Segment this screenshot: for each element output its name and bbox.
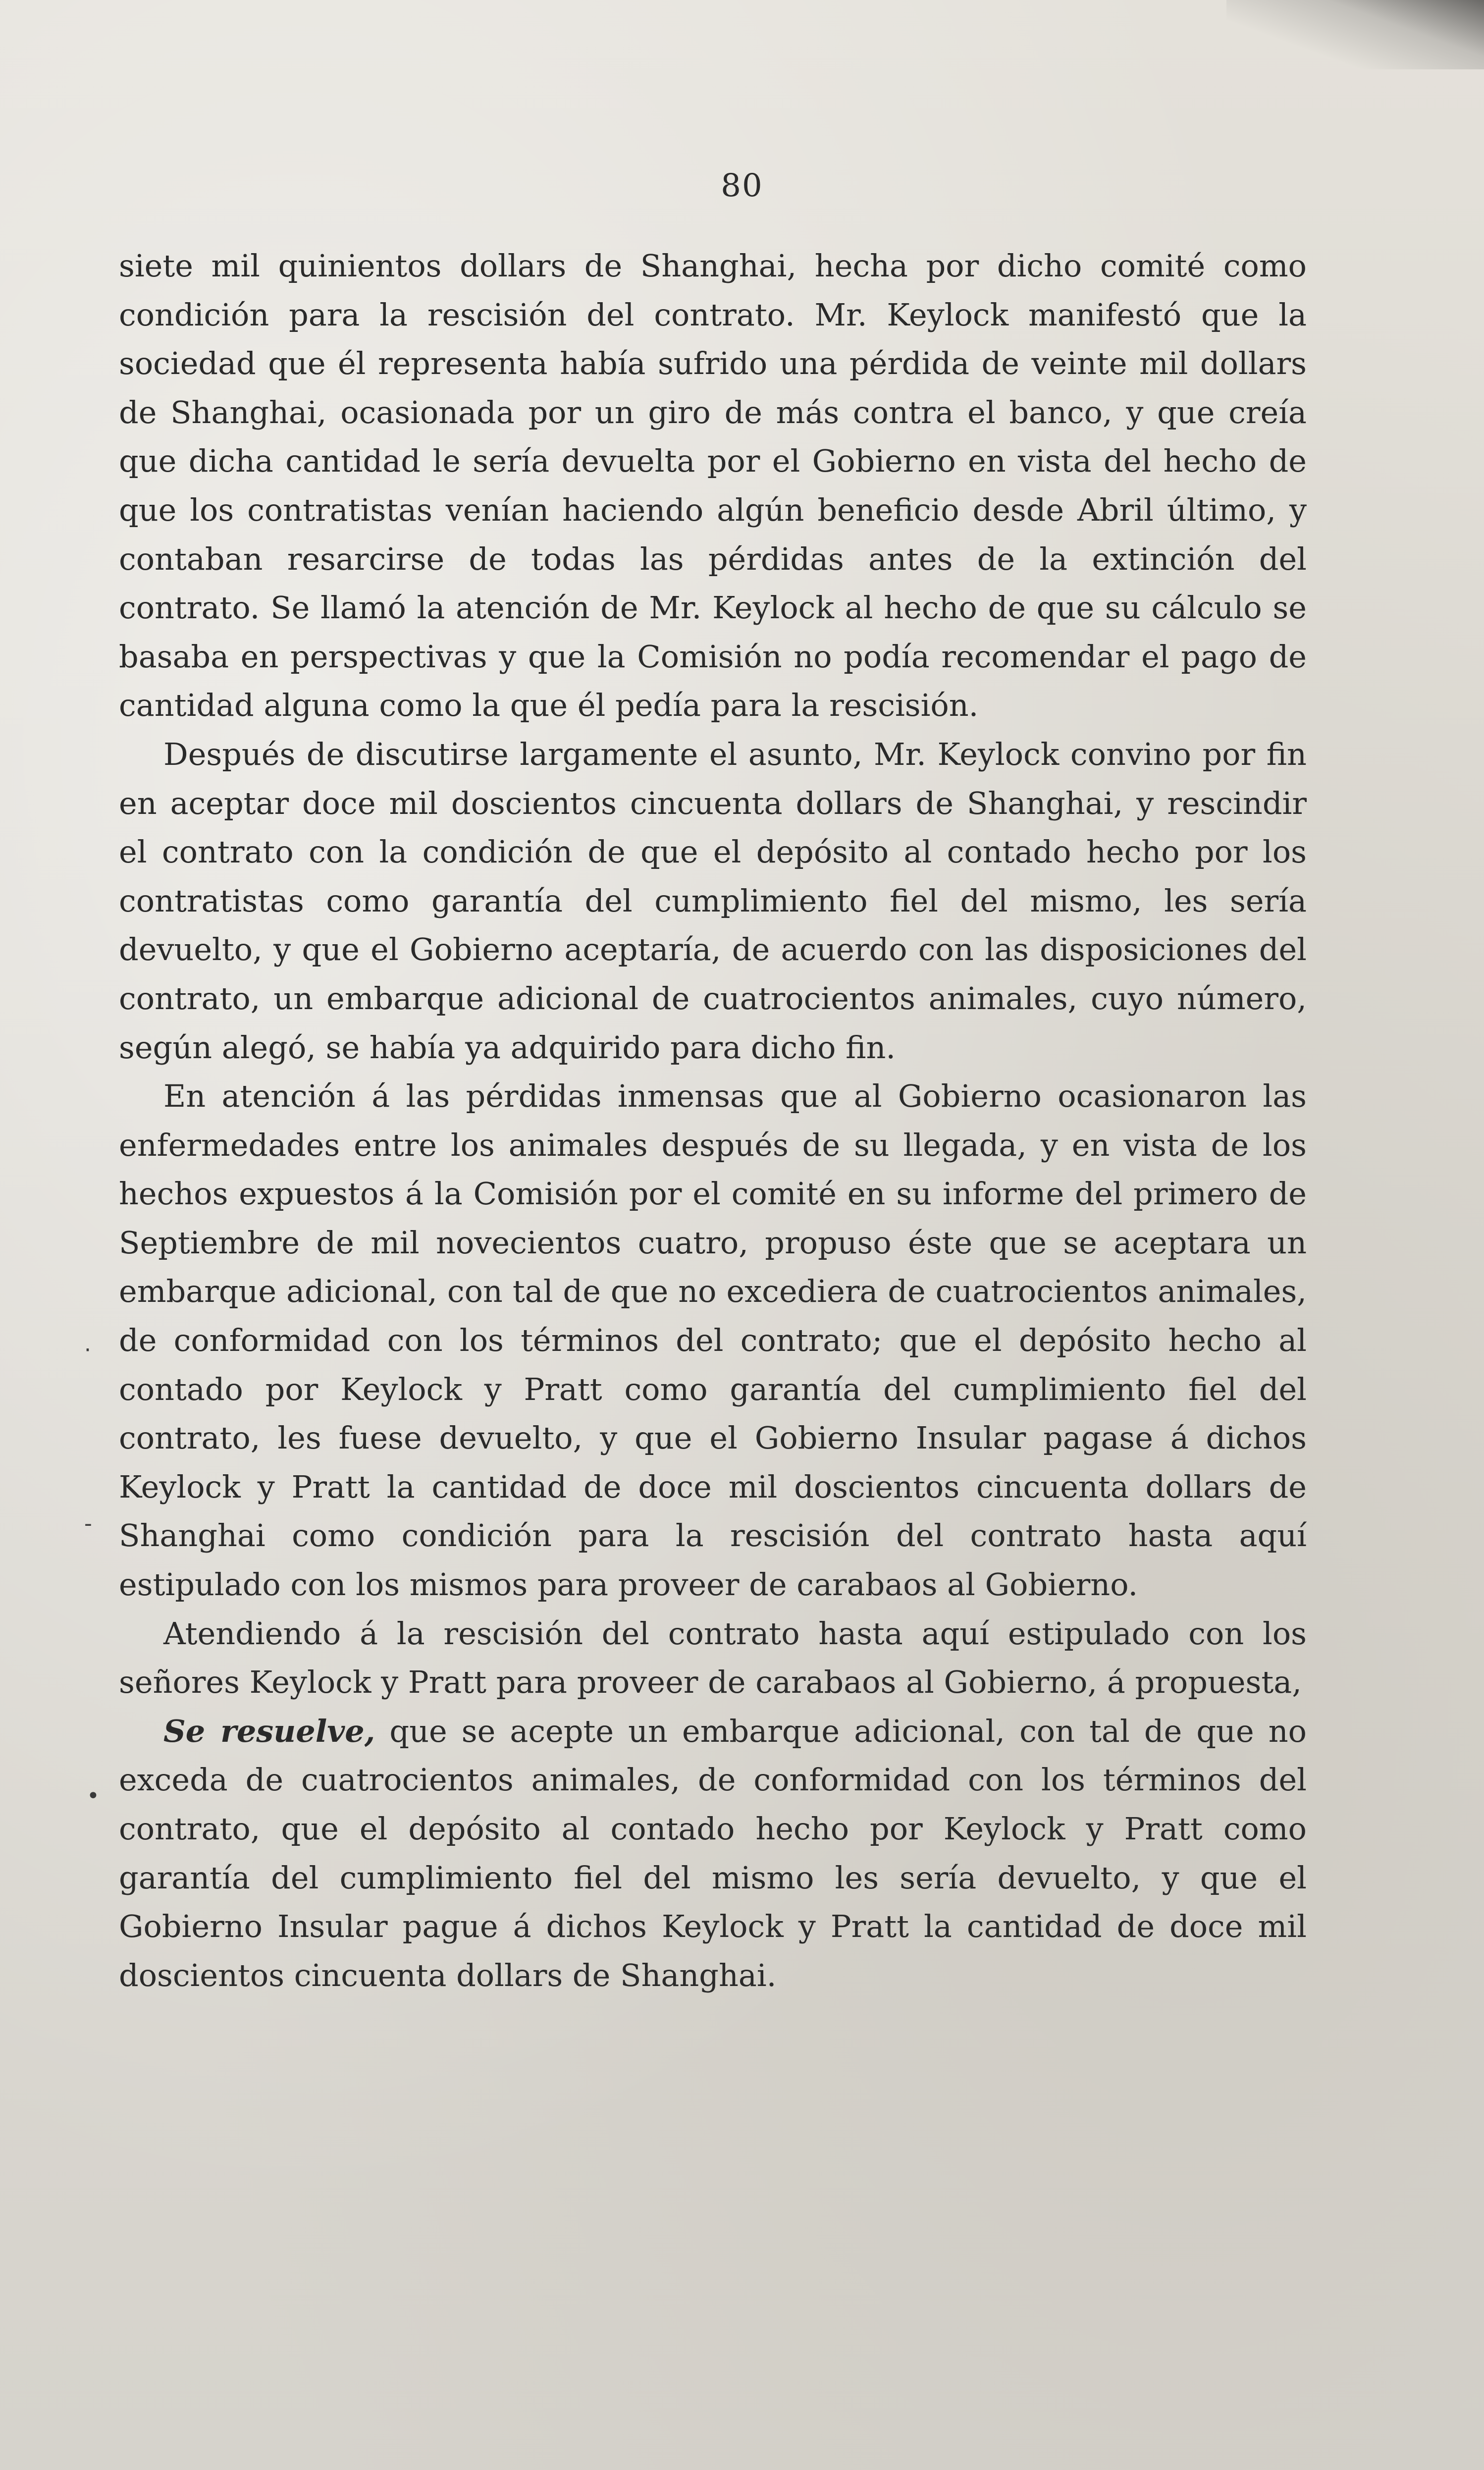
resolution-text: que se acepte un embarque adicional, con tal de que no exceda de cuatrocientos animales, de conformidad con los términos del contrato, que el depósito al contado hecho por Keylock y Pratt como garantía del cumplimiento fiel del mismo les sería devuelto, y que el Gobierno Insular pague á dichos Keylock y Pratt la cantidad de doce mil doscientos cincuenta dollars de Shanghai. (119, 1713, 1307, 1993)
page-corner-shadow (1226, 0, 1484, 69)
page-number: 80 (721, 167, 763, 204)
margin-dot-mark: · (84, 1338, 91, 1363)
paragraph-3: En atención á las pérdidas inmensas que al Gobierno ocasionaron las enfermedades entre los animales después de su llegada, y en vista de los hechos expuestos á la Comisión por el comité en su informe del primero de Septiembre de mil novecientos cuatro, propuso éste que se aceptara un embarque adicional, con tal de que no excediera de cuatrocientos animales, de conformidad con los términos del contrato; que el depósito hecho al contado por Keylock y Pratt como garantía del cumplimiento fiel del contrato, les fuese devuelto, y que el Gobierno Insular pagase á dichos Keylock y Pratt la cantidad de doce mil doscientos cincuenta dollars de Shanghai como condición para la rescisión del contrato hasta aquí estipulado con los mismos para proveer de carabaos al Gobierno. (119, 1078, 1307, 1603)
paragraph-5 (119, 1707, 1307, 2000)
body-text (119, 242, 1307, 2000)
resolution-lead: Se resuelve, (163, 1713, 375, 1749)
paragraph-1: siete mil quinientos dollars de Shanghai, hecha por dicho comité como condición para la rescisión del contrato. Mr. Keylock manifestó que la sociedad que él representa había sufrido una pérdida de veinte mil dollars de Shanghai, ocasionada por un giro de más contra el banco, y que creía que dicha cantidad le sería devuelta por el Gobierno en vista del hecho de que los contratistas venían haciendo algún beneficio desde Abril último, y contaban resarcirse de todas las pérdidas antes de la extinción del contrato. Se llamó la atención de Mr. Keylock al hecho de que su cálculo se basaba en perspectivas y que la Comisión no podía recomendar el pago de cantidad alguna como la que él pedía para la rescisión. (119, 248, 1307, 724)
margin-bullet-mark: • (87, 1783, 100, 1809)
margin-dash-mark: - (84, 1511, 92, 1536)
paragraph-2: Después de discutirse largamente el asunto, Mr. Keylock convino por fin en aceptar doce mil doscientos cincuenta dollars de Shanghai, y rescindir el contrato con la condición de que el depósito al contado hecho por los contratistas como garantía del cumplimiento fiel del mismo, les sería devuelto, y que el Gobierno aceptaría, de acuerdo con las disposiciones del contrato, un embarque adicional de cuatrocientos animales, cuyo número, según alegó, se había ya adquirido para dicho fin. (119, 736, 1307, 1066)
paragraph-4: Atendiendo á la rescisión del contrato hasta aquí estipulado con los señores Keylock y Pratt para proveer de carabaos al Gobierno, á propuesta, (119, 1615, 1307, 1701)
